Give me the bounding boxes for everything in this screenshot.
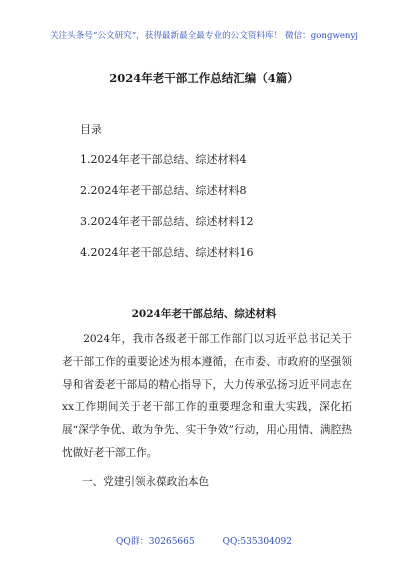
document-title: 2024年老干部工作总结汇编（4篇） — [109, 71, 299, 85]
section-subheading: 一、党建引领永葆政治本色 — [82, 476, 210, 488]
qq-number: QQ:535304092 — [222, 537, 292, 547]
toc-item[interactable]: 1.2024年老干部总结、综述材料4 — [80, 153, 247, 166]
qq-group-number: QQ群：30265665 — [116, 537, 195, 547]
section-title: 2024年老干部总结、综述材料 — [131, 308, 277, 320]
toc-heading: 目录 — [80, 123, 102, 136]
promo-banner: 关注头条号“公文研究”，获得最新最全最专业的公文资料库！ 微信：gongwenyj — [50, 31, 358, 41]
contact-footer — [0, 534, 408, 547]
body-paragraph: 2024年，我市各级老干部工作部门以习近平总书记关于老干部工作的重要论述为根本遵循，在市委、市政府的坚强领导和省委老干部局的精心指导下，大力传承弘扬习近平同志在xx工作期间关于老干部工作的重要理念和重大实践，深化拓展“深学争优、敢为争先、实干争效”行动，用心用情、满腔热忱做好老干部工作。 — [62, 333, 352, 459]
toc-item[interactable]: 2.2024年老干部总结、综述材料8 — [80, 184, 247, 197]
toc-item[interactable]: 3.2024年老干部总结、综述材料12 — [80, 215, 254, 228]
toc-item[interactable]: 4.2024年老干部总结、综述材料16 — [80, 246, 254, 259]
